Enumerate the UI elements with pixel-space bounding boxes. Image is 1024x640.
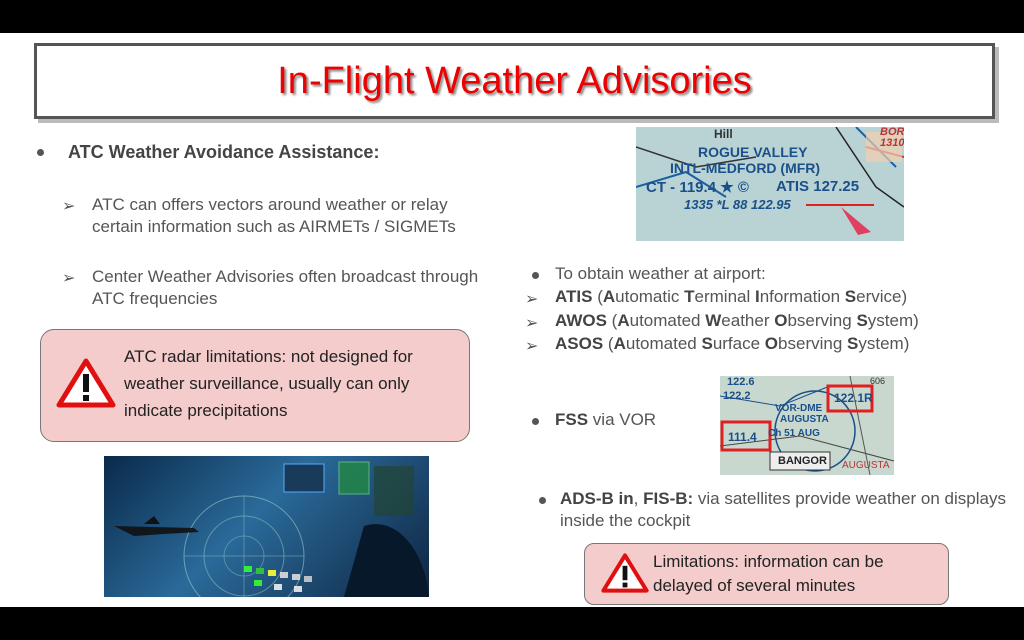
arrow-bullet-icon: ➢ xyxy=(525,315,539,332)
map2-num: 606 xyxy=(870,376,886,386)
bullet-dot-icon xyxy=(37,149,44,156)
atc-sub1: ATC can offers vectors around weather or relay certain information such as AIRMETs / SIGMETs xyxy=(92,195,456,236)
awos-t3: utomated xyxy=(629,311,706,330)
map1-hill: Hill xyxy=(714,127,733,141)
awos-abbrev: AWOS xyxy=(555,311,607,330)
map2-f2: 122.2 xyxy=(723,390,751,402)
asos-t5: urface xyxy=(712,334,765,353)
adsb-line xyxy=(560,488,1010,532)
sectional-chart-augusta xyxy=(720,376,894,475)
bullet-dot-icon xyxy=(532,272,539,279)
asos-t8: S xyxy=(847,334,859,353)
awos-line xyxy=(555,310,919,332)
map1-atis: ATIS 127.25 xyxy=(776,178,860,195)
asos-t9: ystem) xyxy=(858,334,910,353)
awos-t8: S xyxy=(856,311,868,330)
asos-abbrev: ASOS xyxy=(555,334,604,353)
cockpit-photo-art xyxy=(104,456,429,597)
arrow-bullet-icon: ➢ xyxy=(525,338,539,355)
warning-triangle-icon xyxy=(601,552,649,594)
obtain-weather-text: To obtain weather at airport: xyxy=(555,264,766,283)
map2-box2: 111.4 xyxy=(728,430,757,444)
atis-t4: T xyxy=(684,287,695,306)
atis-abbrev: ATIS xyxy=(555,287,593,306)
asos-t2: A xyxy=(613,334,626,353)
radar-warning-text: ATC radar limitations: not designed for weather surveillance, usually can only indicate precipitations xyxy=(124,347,413,420)
adsb-bold1: ADS-B in xyxy=(560,489,634,508)
cockpit-radar-photo xyxy=(104,456,429,597)
adsb-rest: via satellites provide weather on displays inside the cockpit xyxy=(560,489,1006,530)
map1-line4: 1335 *L 88 122.95 xyxy=(684,197,791,212)
slide xyxy=(0,33,1024,607)
awos-t1: ( xyxy=(606,311,618,330)
atc-heading-colon: : xyxy=(373,142,380,162)
map2-box1: 122.1R xyxy=(834,391,873,405)
asos-t3: utomated xyxy=(625,334,702,353)
awos-t9: ystem) xyxy=(867,311,919,330)
arrow-bullet-icon: ➢ xyxy=(62,198,76,215)
asos-t4: S xyxy=(701,334,713,353)
map1-line3a: CT - 119.4 ★ © xyxy=(646,179,749,196)
map2-bangor: BANGOR xyxy=(778,455,827,467)
atc-heading xyxy=(68,141,379,163)
awos-t4: W xyxy=(705,311,722,330)
sectional-chart-medford xyxy=(636,127,904,241)
map2-vor: VOR-DME xyxy=(775,403,823,414)
atis-t3: utomatic xyxy=(615,287,685,306)
asos-t6: O xyxy=(764,334,779,353)
atis-t5: erminal xyxy=(694,287,755,306)
warning-triangle-icon xyxy=(56,358,116,408)
atc-sub2: Center Weather Advisories often broadcast through ATC frequencies xyxy=(92,267,479,308)
fss-rest: via VOR xyxy=(588,410,657,429)
asos-line xyxy=(555,333,909,355)
atc-heading-text: ATC Weather Avoidance Assistance xyxy=(68,142,374,162)
map1-corner: BOR 1310 xyxy=(880,127,904,149)
map2-ch: Ch 51 AUG xyxy=(768,428,820,439)
atis-t9: ervice) xyxy=(856,287,908,306)
adsb-bold2: FIS-B: xyxy=(643,489,694,508)
bullet-dot-icon xyxy=(532,418,539,425)
arrow-bullet-icon: ➢ xyxy=(62,270,76,287)
atis-t8: S xyxy=(844,287,857,306)
asos-t1: ( xyxy=(603,334,614,353)
arrow-bullet-icon: ➢ xyxy=(525,291,539,308)
map1-line2: INTL-MEDFORD (MFR) xyxy=(670,160,821,176)
limitations-warning-text: Limitations: information can be delayed of several minutes xyxy=(653,552,884,595)
awos-t7: bserving xyxy=(787,311,857,330)
adsb-mid: , xyxy=(633,489,644,508)
map2-augusta: AUGUSTA xyxy=(780,414,829,425)
fss-abbrev: FSS xyxy=(555,410,589,429)
bullet-dot-icon xyxy=(539,497,546,504)
fss-line xyxy=(555,409,656,431)
awos-t5: eather xyxy=(721,311,775,330)
title-box xyxy=(34,43,995,119)
map2-f1: 122.6 xyxy=(727,376,755,388)
limitations-warning-box xyxy=(584,543,949,605)
atis-t1: ( xyxy=(592,287,603,306)
atis-line xyxy=(555,286,907,308)
atis-t2: A xyxy=(602,287,616,306)
awos-t6: O xyxy=(774,311,788,330)
slide-title: In-Flight Weather Advisories xyxy=(277,59,752,102)
map2-augusta2: AUGUSTA xyxy=(842,460,890,471)
atis-t7: nformation xyxy=(759,287,845,306)
map1-line1: ROGUE VALLEY xyxy=(698,144,808,160)
awos-t2: A xyxy=(617,311,630,330)
atis-t6: I xyxy=(754,287,760,306)
radar-warning-box xyxy=(40,329,470,442)
asos-t7: bserving xyxy=(778,334,848,353)
